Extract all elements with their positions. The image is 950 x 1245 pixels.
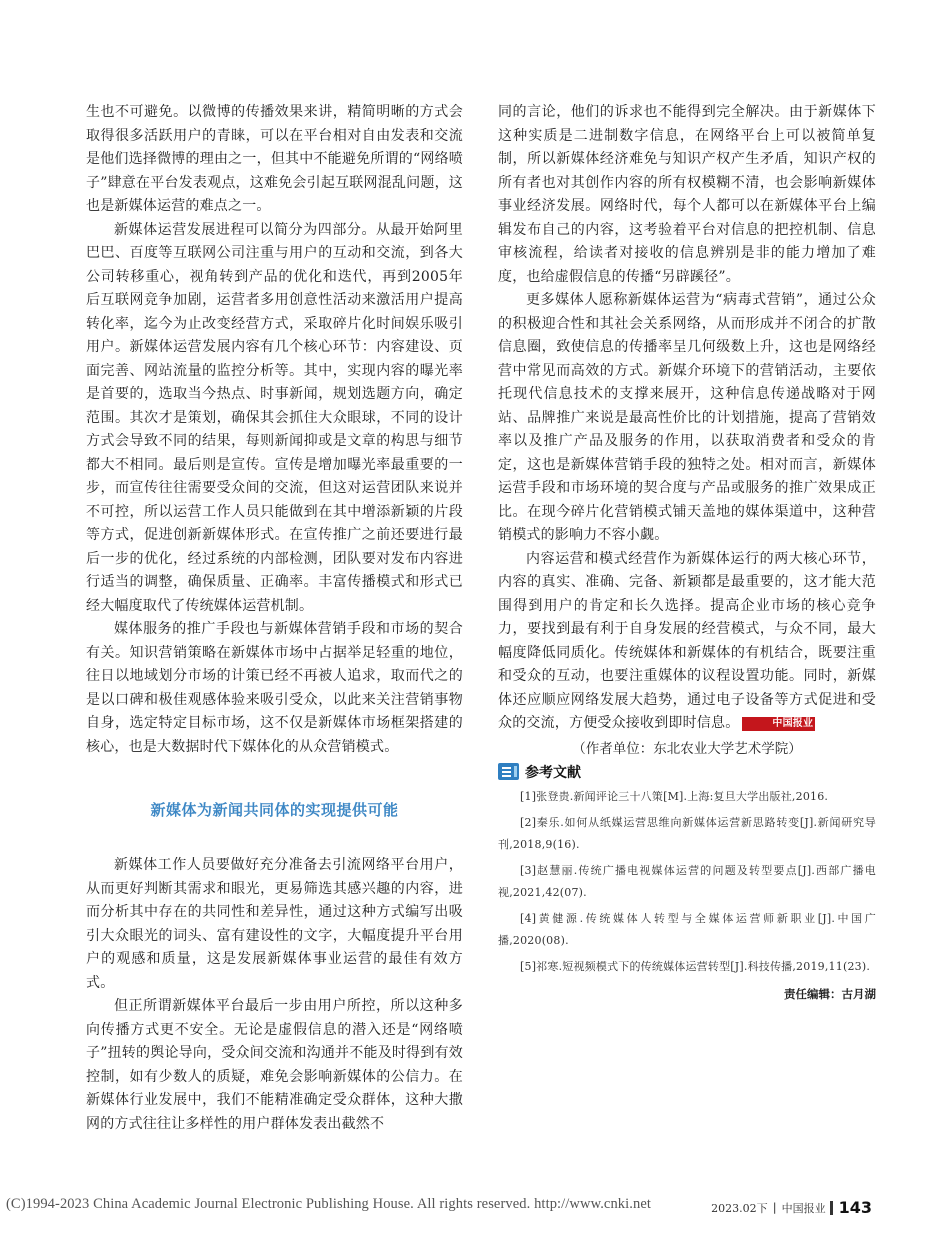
reference-item: [2]秦乐.如何从纸媒运营思维向新媒体运营新思路转变[J].新闻研究导刊,2018,9(16). [498,815,876,851]
section-heading: 新媒体为新闻共同体的实现提供可能 [150,801,399,819]
body-paragraph: 新媒体工作人员要做好充分准备去引流网络平台用户，从而更好判断其需求和眼光，更易筛选其感兴趣的内容，进而分析其中存在的共同性和差异性，通过这种方式编写出吸引大众眼光的词头、富有建设性的文字，大幅度提升平台用户的观感和质量，这是发展新媒体事业运营的最佳有效方式。 [86,857,463,991]
book-icon [498,763,519,780]
journal-logo-stamp: 中国报业 [742,717,815,731]
references-header [498,762,876,782]
body-paragraph: 生也不可避免。以微博的传播效果来讲，精简明晰的方式会取得很多活跃用户的青睐，可以在平台相对自由发表和交流是他们选择微博的理由之一，但其中不能避免所谓的“网络喷子”肆意在平台发表观点，这难免会引起互联网混乱问题，这也是新媒体运营的难点之一。 [86,104,463,214]
reference-item: [4]黄健源.传统媒体人转型与全媒体运营师新职业[J].中国广播,2020(08). [498,911,876,947]
reference-item: [3]赵慧丽.传统广播电视媒体运营的问题及转型要点[J].西部广播电视,2021,42(07). [498,863,876,899]
footer-bar [830,1201,833,1215]
reference-item: [5]祁寒.短视频模式下的传统媒体运营转型[J].科技传播,2019,11(23). [520,959,871,973]
closing-paragraph-text: 内容运营和模式经营作为新媒体运行的两大核心环节，内容的真实、准确、完备、新颖都是最重要的，这才能大范围得到用户的肯定和长久选择。提高企业市场的核心竞争力，要找到最有利于自身发展的经营模式，与众不同，最大幅度降低同质化。传统媒体和新媒体的有机结合，既要注重和受众的互动，也要注重媒体的议程设置功能。同时，新媒体还应顺应网络发展大趋势，通过电子设备等方式促进和受众的交流，方便受众接收到即时信息。 [498,550,876,731]
body-paragraph: 媒体服务的推广手段也与新媒体营销手段和市场的契合有关。知识营销策略在新媒体市场中占据举足轻重的地位，往日以地域划分市场的计策已经不再被人追求，取而代之的是以口碑和极佳观感体验来吸引受众，以此来关注营销事物自身，选定特定目标市场，这不仅是新媒体市场框架搭建的核心，也是大数据时代下媒体化的从众营销模式。 [86,621,463,755]
responsible-editor: 责任编辑：古月湖 [784,986,876,1001]
body-paragraph: 更多媒体人愿称新媒体运营为“病毒式营销”，通过公众的积极迎合性和其社会关系网络，从而形成并不闭合的扩散信息圈，致使信息的传播率呈几何级数上升，这也是网络经营中常见而高效的方式。新媒介环境下的营销活动，主要依托现代信息技术的支撑来展开，这种信息传递战略对于网站、品牌推广来说是最高性价比的计划措施，提高了营销效率以及推广产品及服务的作用，以获取消费者和受众的肯定，这也是新媒体营销手段的独特之处。相对而言，新媒体运营手段和市场环境的契合度与产品或服务的推广效果成正比。在现今碎片化营销模式铺天盖地的媒体渠道中，这种营销模式的影响力不容小觑。 [498,292,876,543]
right-column [498,101,876,1002]
body-paragraph: 但正所谓新媒体平台最后一步由用户所控，所以这种多向传播方式更不安全。无论是虚假信息的潜入还是“网络喷子”扭转的舆论导向，受众间交流和沟通并不能及时得到有效控制，如有少数人的质疑，难免会影响新媒体的公信力。在新媒体行业发展中，我们不能精准确定受众群体，这种大撒网的方式往往让多样性的用户群体发表出截然不 [86,998,463,1132]
issue-date: 2023.02下 [711,1201,768,1215]
copyright-notice: (C)1994-2023 China Academic Journal Electronic Publishing House. All rights reserved. http://www.cnki.net [6,1196,652,1212]
body-paragraph: 新媒体运营发展进程可以简分为四部分。从最开始阿里巴巴、百度等互联网公司注重与用户的互动和交流，到各大公司转移重心，视角转到产品的优化和迭代，再到2005年后互联网竞争加剧，运营者多用创意性活动来激活用户提高转化率，迄今为止改变经营方式，采取碎片化时间娱乐吸引用户。新媒体运营发展内容有几个核心环节：内容建设、页面完善、网站流量的监控分析等。其中，实现内容的曝光率是首要的，选取当今热点、时事新闻，规划选题方向，确定范围。其次才是策划，确保其会抓住大众眼球，不同的设计方式会导致不同的结果，每则新闻抑或是文章的构思与细节都大不相同。最后则是宣传。宣传是增加曝光率最重要的一步，而宣传往往需要受众间的交流，但这对运营团队来说并不可控，所以运营工作人员只能做到在其中增添新颖的片段等方式，促进创新新媒体形式。在宣传推广之前还要进行最后一步的优化，经过系统的内部检测，团队要对发布内容进行适当的调整，确保质量、正确率。丰富传播模式和形式已经大幅度取代了传统媒体运营机制。 [86,221,463,614]
references-title: 参考文献 [525,764,581,781]
author-affiliation: （作者单位：东北农业大学艺术学院） [572,740,802,757]
body-paragraph: 同的言论，他们的诉求也不能得到完全解决。由于新媒体下这种实质是二进制数字信息，在网络平台上可以被简单复制，所以新媒体经济难免与知识产权产生矛盾，知识产权的所有者也对其创作内容的所有权模糊不清，也会影响新媒体事业经济发展。网络时代，每个人都可以在新媒体平台上编辑发布自己的内容，这考验着平台对信息的把控机制、信息审核流程，给读者对接收的信息辨别是非的能力增加了难度，也给虚假信息的传播“另辟蹊径”。 [498,104,876,285]
page-footer [711,1198,872,1217]
footer-separator: | [772,1201,777,1214]
body-paragraph [498,548,876,736]
page-number: 143 [838,1198,872,1217]
left-column [86,101,463,1136]
journal-name: 中国报业 [781,1201,826,1215]
references-list [498,786,876,978]
reference-item: [1]张登贵.新闻评论三十八策[M].上海:复旦大学出版社,2016. [520,789,829,803]
